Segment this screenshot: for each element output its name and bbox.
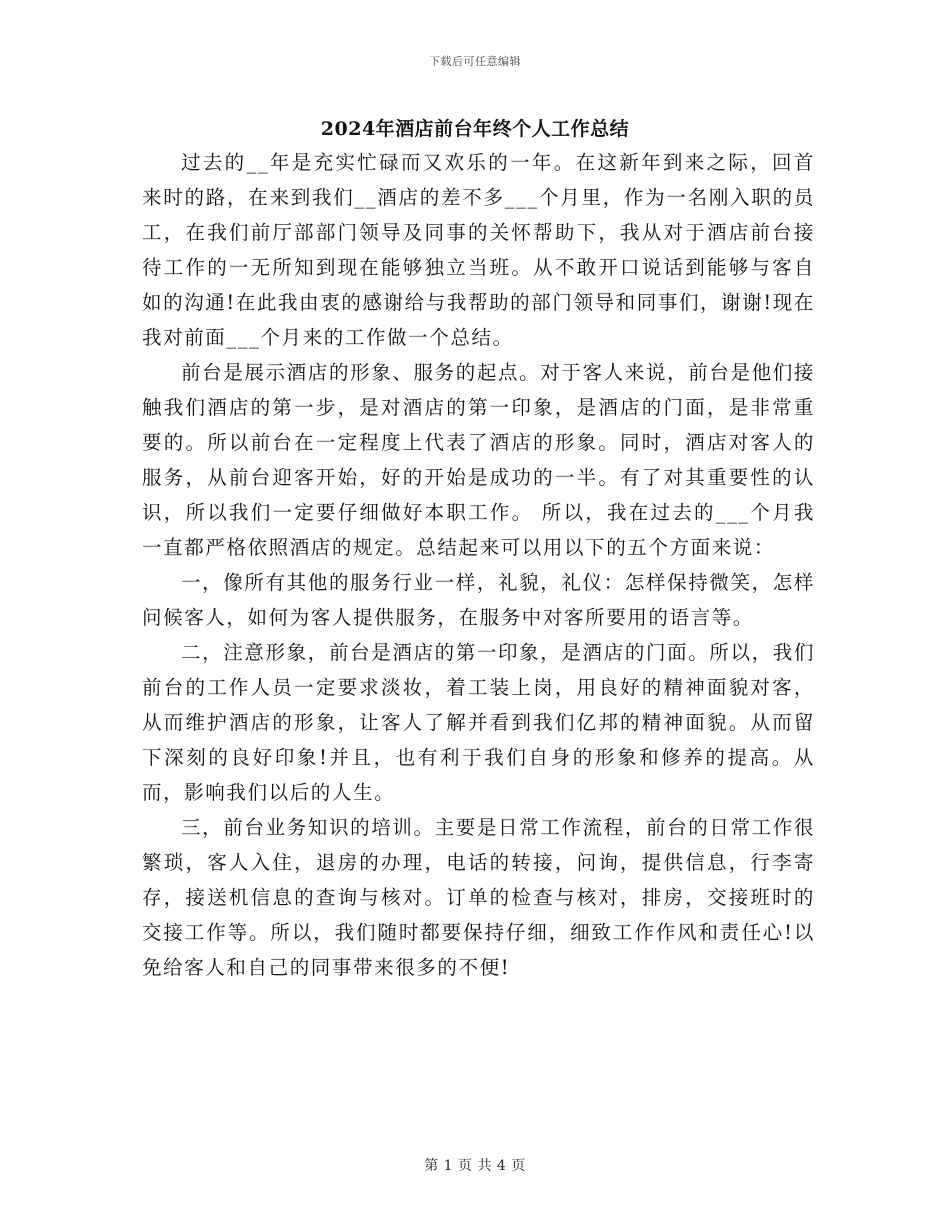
document-title: 2024年酒店前台年终个人工作总结	[320, 118, 630, 140]
document-body	[142, 145, 815, 985]
paragraph-point-three: 三，前台业务知识的培训。主要是日常工作流程，前台的日常工作很繁琐，客人入住，退房的办理，电话的转接，问询，提供信息，行李寄存，接送机信息的查询与核对。订单的检查与核对，排房，交接班时的交接工作等。所以，我们随时都要保持仔细，细致工作作风和责任心!以免给客人和自己的同事带来很多的不便!	[142, 816, 815, 979]
page-number: 第 1 页 共 4 页	[424, 1158, 526, 1174]
paragraph-front-desk-role: 前台是展示酒店的形象、服务的起点。对于客人来说，前台是他们接触我们酒店的第一步，是对酒店的第一印象，是酒店的门面，是非常重要的。所以前台在一定程度上代表了酒店的形象。同时，酒店对客人的服务，从前台迎客开始，好的开始是成功的一半。有了对其重要性的认识，所以我们一定要仔细做好本职工作。 所以，我在过去的___个月我一直都严格依照酒店的规定。总结起来可以用以下的五个方面来说：	[142, 361, 815, 559]
paragraph-point-two: 二，注意形象，前台是酒店的第一印象，是酒店的门面。所以，我们前台的工作人员一定要求淡妆，着工装上岗，用良好的精神面貌对客，从而维护酒店的形象，让客人了解并看到我们亿邦的精神面貌。从而留下深刻的良好印象!并且，也有利于我们自身的形象和修养的提高。从而，影响我们以后的人生。	[142, 641, 815, 804]
paragraph-intro: 过去的__年是充实忙碌而又欢乐的一年。在这新年到来之际，回首来时的路，在来到我们__酒店的差不多___个月里，作为一名刚入职的员工，在我们前厅部部门领导及同事的关怀帮助下，我从对于酒店前台接待工作的一无所知到现在能够独立当班。从不敢开口说话到能够与客自如的沟通!在此我由衷的感谢给与我帮助的部门领导和同事们，谢谢!现在我对前面___个月来的工作做一个总结。	[142, 151, 815, 349]
paragraph-point-one: 一，像所有其他的服务行业一样，礼貌，礼仪：怎样保持微笑，怎样问候客人，如何为客人提供服务，在服务中对客所要用的语言等。	[142, 571, 815, 629]
page-header-note: 下载后可任意编辑	[429, 55, 521, 68]
